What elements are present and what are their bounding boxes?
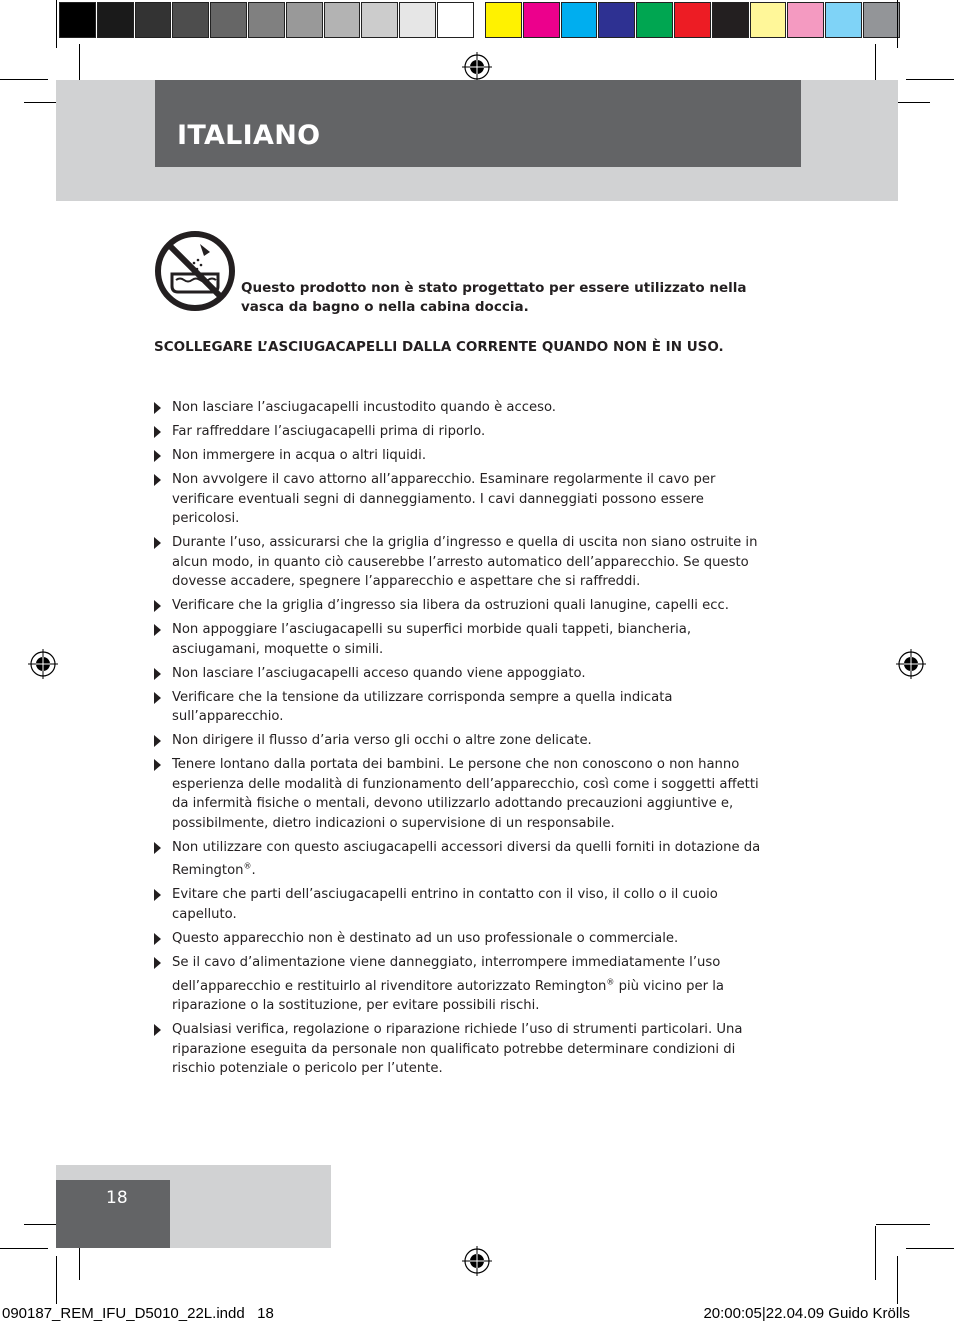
bullet-arrow-icon (154, 957, 161, 969)
list-item (154, 755, 774, 833)
page-number: 18 (106, 1188, 128, 1208)
crop-mark (0, 79, 48, 80)
bullet-arrow-icon (154, 1024, 161, 1036)
list-item-text: Non lasciare l’asciugacapelli incustodito quando è acceso. (172, 400, 556, 415)
list-item-text: Se il cavo d’alimentazione viene danneggiato, interrompere immediatamente l’uso dell’apparecchio e restituirlo al rivenditore autorizzato Remington® più vicino per la riparazione o la sostituzione, per evitare possibili rischi. (172, 954, 725, 1014)
color-swatch (863, 2, 900, 38)
page-title: ITALIANO (177, 120, 321, 151)
color-swatch (787, 2, 824, 38)
bullet-arrow-icon (154, 668, 161, 680)
color-swatch (750, 2, 787, 38)
list-item (154, 422, 774, 442)
gray-swatch (324, 2, 361, 38)
bullet-arrow-icon (154, 537, 161, 549)
gray-swatch (210, 2, 247, 38)
bullet-arrow-icon (154, 450, 161, 462)
list-item (154, 838, 774, 881)
registration-mark-icon (462, 52, 492, 82)
list-item (154, 1020, 774, 1079)
gray-swatch (59, 2, 96, 38)
list-item-text: Verificare che la griglia d’ingresso sia libera da ostruzioni quali lanugine, capelli ecc. (172, 598, 729, 613)
gray-swatch (361, 2, 398, 38)
crop-mark (906, 79, 954, 80)
list-item (154, 929, 774, 949)
gray-swatch (97, 2, 134, 38)
crop-mark (906, 1248, 954, 1249)
registration-mark-icon (28, 649, 58, 679)
color-swatch (561, 2, 598, 38)
list-item-text: Tenere lontano dalla portata dei bambini. Le persone che non conoscono o non hanno esperienza delle modalità di funzionamento dell’apparecchio, così come i soggetti affetti da infermità fisiche o mentali, devono utilizzarlo adottando precauzioni aggiuntive e, possibilmente, dietro indicazioni o supervisione di un responsabile. (172, 757, 759, 831)
color-swatch (485, 2, 522, 38)
bullet-arrow-icon (154, 624, 161, 636)
list-item (154, 664, 774, 684)
bullet-arrow-icon (154, 692, 161, 704)
list-item-text: Durante l’uso, assicurarsi che la griglia d’ingresso e quella di uscita non siano ostruite in alcun modo, in quanto ciò causerebbe l’arresto automatico dell’apparecchio. Se questo dovesse accadere, spegnere l’apparecchio e aspettare che si raffreddi. (172, 535, 758, 589)
list-item (154, 731, 774, 751)
bullet-arrow-icon (154, 426, 161, 438)
list-item-text: Non avvolgere il cavo attorno all’apparecchio. Esaminare regolarmente il cavo per verificare eventuali segni di danneggiamento. I cavi danneggiati possono essere pericolosi. (172, 472, 716, 526)
list-item-text: Non dirigere il flusso d’aria verso gli occhi o altre zone delicate. (172, 733, 592, 748)
list-item (154, 446, 774, 466)
list-item-text: Questo apparecchio non è destinato ad un uso professionale o commerciale. (172, 930, 679, 946)
bullet-arrow-icon (154, 402, 161, 414)
warning-text: Questo prodotto non è stato progettato per essere utilizzato nella vasca da bagno o nella cabina doccia. (241, 280, 747, 315)
crop-mark (875, 1226, 876, 1280)
list-item-text: Non immergere in acqua o altri liquidi. (172, 448, 427, 463)
gray-swatch (399, 2, 436, 38)
list-item-text: Far raffreddare l’asciugacapelli prima di riporlo. (172, 424, 486, 439)
unplug-heading: SCOLLEGARE L’ASCIUGACAPELLI DALLA CORRENTE QUANDO NON È IN USO. (154, 339, 724, 355)
color-swatch (712, 2, 749, 38)
slug-filename: 090187_REM_IFU_D5010_22L.indd 18 (2, 1305, 274, 1322)
gray-swatch (437, 2, 474, 38)
bullet-arrow-icon (154, 759, 161, 771)
no-bath-shower-icon (154, 230, 236, 312)
slug-timestamp: 20:00:05|22.04.09 Guido Krölls (703, 1305, 910, 1322)
color-swatch (636, 2, 673, 38)
gray-swatch (248, 2, 285, 38)
list-item-text: Evitare che parti dell’asciugacapelli entrino in contatto con il viso, il collo o il cuoio capelluto. (172, 887, 718, 922)
bullet-arrow-icon (154, 889, 161, 901)
gray-swatch (286, 2, 323, 38)
crop-mark (897, 1256, 898, 1304)
list-item (154, 470, 774, 529)
bullet-arrow-icon (154, 842, 161, 854)
list-item-text: Non utilizzare con questo asciugacapelli accessori diversi da quelli forniti in dotazione da Remington®. (172, 839, 761, 879)
list-item (154, 596, 774, 616)
registration-mark-icon (462, 1246, 492, 1276)
safety-list (154, 398, 774, 1083)
bullet-arrow-icon (154, 474, 161, 486)
crop-mark (897, 0, 898, 48)
crop-mark (876, 1224, 930, 1225)
list-item (154, 398, 774, 418)
registration-mark-icon (896, 649, 926, 679)
gray-swatch (172, 2, 209, 38)
list-item (154, 953, 774, 1016)
crop-mark (0, 1248, 48, 1249)
list-item (154, 885, 774, 924)
gray-swatch (135, 2, 172, 38)
list-item-text: Non appoggiare l’asciugacapelli su superfici morbide quali tappeti, biancheria, asciugamani, moquette o simili. (172, 622, 692, 657)
color-swatch (825, 2, 862, 38)
bullet-arrow-icon (154, 933, 161, 945)
list-item-text: Verificare che la tensione da utilizzare corrisponda sempre a quella indicata sull’apparecchio. (172, 689, 673, 724)
color-swatch (598, 2, 635, 38)
bullet-arrow-icon (154, 600, 161, 612)
crop-mark (56, 1256, 57, 1304)
list-item-text: Non lasciare l’asciugacapelli acceso quando viene appoggiato. (172, 665, 586, 681)
crop-mark (56, 0, 57, 48)
list-item-text: Qualsiasi verifica, regolazione o riparazione richiede l’uso di strumenti particolari. Una riparazione eseguita da personale non qualificato potrebbe determinare condizioni di rischio potenziale o pericolo per l’utente. (172, 1022, 743, 1077)
bullet-arrow-icon (154, 735, 161, 747)
list-item (154, 620, 774, 659)
color-swatch (674, 2, 711, 38)
list-item (154, 688, 774, 727)
color-swatch (523, 2, 560, 38)
list-item (154, 533, 774, 592)
